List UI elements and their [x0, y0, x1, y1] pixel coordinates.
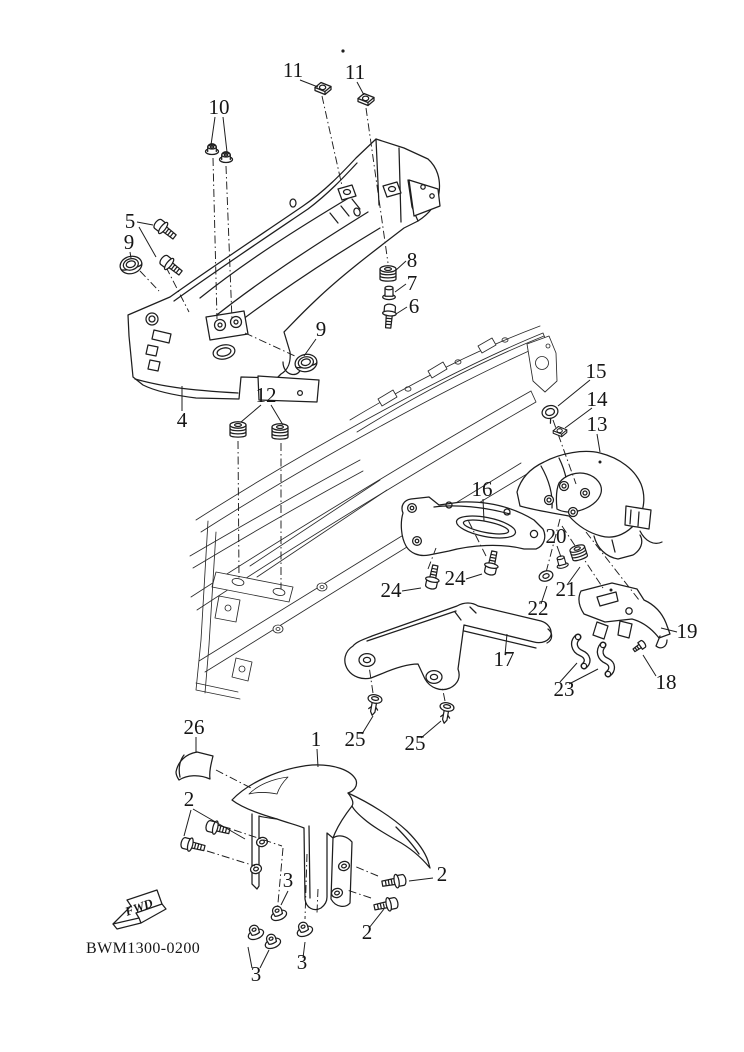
callout-4: 4 — [176, 408, 188, 432]
callout-9: 9 — [123, 230, 135, 254]
callout-2: 2 — [436, 862, 448, 886]
collar-7 — [383, 286, 396, 299]
callout-12: 12 — [255, 383, 277, 407]
callout-8: 8 — [406, 248, 418, 272]
callout-23: 23 — [553, 677, 575, 701]
callout-16: 16 — [471, 477, 493, 501]
damper-12a — [230, 422, 246, 437]
callout-6: 6 — [408, 294, 420, 318]
bolt-24a — [424, 564, 442, 590]
reference-dot — [341, 49, 344, 52]
callout-11: 11 — [344, 60, 366, 84]
nut-3d — [294, 920, 314, 939]
bolt-2d — [373, 896, 399, 914]
callout-13: 13 — [586, 412, 608, 436]
nut-10b — [220, 152, 233, 163]
callout-3: 3 — [296, 950, 308, 974]
rivet-25b — [437, 702, 454, 725]
callout-14: 14 — [586, 387, 608, 411]
callout-2: 2 — [183, 787, 195, 811]
callout-24: 24 — [380, 578, 402, 602]
screw-18 — [632, 640, 647, 654]
callout-3: 3 — [282, 868, 294, 892]
fwd-label: FWD — [123, 895, 155, 919]
callout-7: 7 — [406, 271, 418, 295]
callout-22: 22 — [527, 596, 549, 620]
clamps-part-23 — [574, 634, 611, 676]
nut-3a — [268, 904, 288, 923]
bolt-5a — [152, 217, 179, 242]
nut-11a — [315, 83, 331, 95]
collar-20 — [555, 555, 569, 570]
nut-14 — [553, 426, 567, 436]
washer-22 — [538, 569, 554, 583]
diagram-code: BWM1300-0200 — [86, 940, 201, 957]
callout-21: 21 — [555, 577, 577, 601]
cover-part-26 — [176, 752, 213, 780]
bolt-6 — [381, 304, 397, 329]
nut-3b — [245, 923, 265, 942]
front-fender-part-1 — [232, 765, 430, 910]
callout-10: 10 — [208, 95, 230, 119]
bolt-2b — [180, 836, 206, 855]
washer-screw-15 — [541, 404, 561, 425]
damper-8 — [380, 266, 396, 281]
grommet-9-right — [293, 352, 318, 373]
callout-9: 9 — [315, 317, 327, 341]
fwd-direction-arrow — [113, 890, 166, 929]
stay-part-17 — [345, 603, 552, 690]
callout-18: 18 — [655, 670, 677, 694]
callout-25: 25 — [404, 731, 426, 755]
callout-20: 20 — [545, 524, 567, 548]
callout-11: 11 — [282, 58, 304, 82]
callout-19: 19 — [676, 619, 698, 643]
damper-21 — [569, 543, 588, 562]
rivet-25a — [365, 694, 382, 717]
callout-1: 1 — [310, 727, 322, 751]
callout-2: 2 — [361, 920, 373, 944]
callout-24: 24 — [444, 566, 466, 590]
nut-10a — [206, 144, 219, 155]
nut-11b — [358, 94, 374, 106]
bolt-5b — [158, 253, 185, 278]
bolt-2c — [381, 873, 407, 891]
callout-25: 25 — [344, 727, 366, 751]
callout-17: 17 — [493, 647, 515, 671]
callout-26: 26 — [183, 715, 205, 739]
callout-15: 15 — [585, 359, 607, 383]
damper-12b — [272, 424, 288, 439]
nut-3c — [262, 932, 282, 951]
callout-3: 3 — [250, 962, 262, 986]
callout-5: 5 — [124, 209, 136, 233]
bracket-part-19 — [579, 583, 670, 648]
